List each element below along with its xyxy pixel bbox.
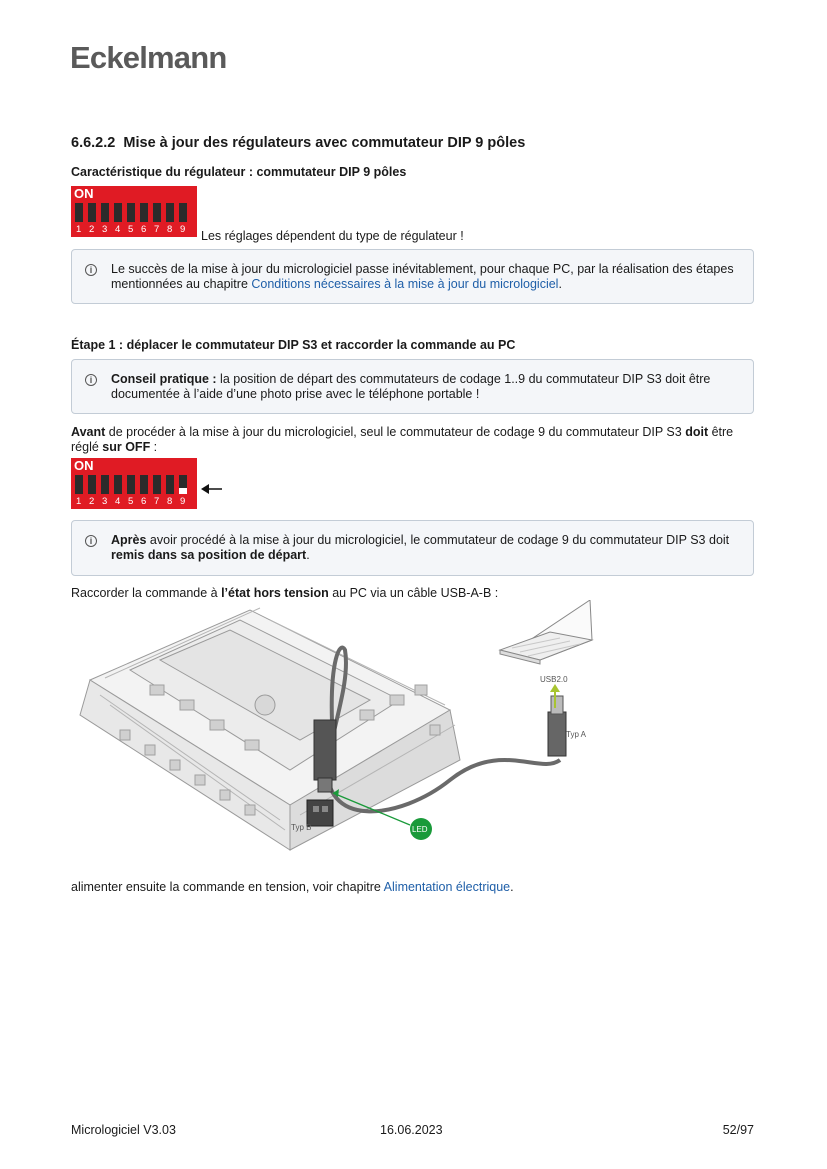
- dip-lever-9-off: [179, 475, 187, 494]
- dip-lever: [166, 203, 174, 222]
- dip-lever: [114, 203, 122, 222]
- dip-lever: [140, 203, 148, 222]
- dip-lever: [179, 203, 187, 222]
- dip-switch-target: ON 1 2 3 4 5 6 7 8 9: [71, 458, 197, 509]
- dip-number: 7: [154, 224, 160, 235]
- after-update-text: Après avoir procédé à la mise à jour du micrologiciel, le commutateur de codage 9 du commutateur DIP S3 doit remis dans sa position de départ.: [111, 533, 730, 562]
- dip-lever: [114, 475, 122, 494]
- dip-lever: [75, 475, 83, 494]
- footer-doc-title: Micrologiciel V3.03: [71, 1123, 176, 1137]
- arrow-left-icon: [201, 483, 223, 495]
- dip-number: 6: [141, 224, 147, 235]
- dip-lever: [88, 203, 96, 222]
- info-box-tip: [71, 359, 754, 414]
- dip-number: 4: [115, 224, 121, 235]
- led-label: LED: [412, 825, 428, 834]
- section-number: 6.6.2.2: [71, 135, 116, 151]
- typ-a-label: Typ A: [566, 730, 587, 739]
- dip-number: 5: [128, 224, 134, 235]
- dip-lever: [140, 475, 148, 494]
- dip-number: 8: [167, 224, 173, 235]
- section-title: Mise à jour des régulateurs avec commutateur DIP 9 pôles: [123, 135, 526, 151]
- dip-lever: [101, 203, 109, 222]
- dip-lever: [153, 475, 161, 494]
- info-icon: i: [85, 264, 97, 276]
- info-box-after-update: [71, 520, 754, 576]
- settings-note: Les réglages dépendent du type de régulateur !: [201, 229, 464, 243]
- dip-lever: [101, 475, 109, 494]
- dip-number: 2: [89, 224, 95, 235]
- dip-lever: [166, 475, 174, 494]
- power-paragraph: alimenter ensuite la commande en tension, voir chapitre Alimentation électrique.: [71, 880, 514, 894]
- laptop: [500, 600, 592, 664]
- dip-lever: [88, 475, 96, 494]
- controller-device: [80, 608, 460, 850]
- dip-lever: [127, 203, 135, 222]
- info-box-prerequisites: [71, 249, 754, 304]
- tip-text: Conseil pratique : la position de départ des commutateurs de codage 1..9 du commutateur DIP S3 doit être documentée à l’aide d’une photo prise avec le téléphone portable !: [111, 372, 711, 401]
- info-icon: i: [85, 535, 97, 547]
- subtitle: Caractéristique du régulateur : commutateur DIP 9 pôles: [71, 165, 407, 179]
- dip-number: 3: [102, 224, 108, 235]
- usb-label: USB2.0: [540, 675, 568, 684]
- eckelmann-logo: Eckelmann: [70, 40, 227, 75]
- typ-b-label: Typ B: [291, 823, 312, 832]
- link-power-supply[interactable]: Alimentation électrique: [383, 880, 511, 894]
- dip-lever: [153, 203, 161, 222]
- dip-lever: [127, 475, 135, 494]
- usb-connection-diagram: [70, 600, 600, 870]
- instruction-paragraph: Avant de procéder à la mise à jour du micrologiciel, seul le commutateur de codage 9 du commutateur DIP S3 doit être réglé sur OFF :: [71, 425, 734, 454]
- info-icon: i: [85, 374, 97, 386]
- dip-lever: [75, 203, 83, 222]
- footer-page-number: 52/97: [722, 1123, 754, 1137]
- dip-switch-initial: [71, 186, 197, 237]
- info-text: Le succès de la mise à jour du micrologiciel passe inévitablement, pour chaque PC, par la réalisation des étapes mentionnées au chapitre Conditions nécessaires à la mise à jour du micrologiciel.: [111, 262, 734, 291]
- step1-title: Étape 1 : déplacer le commutateur DIP S3 et raccorder la commande au PC: [71, 338, 516, 352]
- section-heading: [71, 135, 525, 151]
- dip-number: 1: [76, 224, 82, 235]
- dip-on-label: ON: [74, 186, 94, 201]
- dip-number: 9: [180, 224, 186, 235]
- connect-paragraph: Raccorder la commande à l’état hors tension au PC via un câble USB-A-B :: [71, 586, 499, 600]
- link-prerequisites[interactable]: Conditions nécessaires à la mise à jour du micrologiciel: [251, 277, 559, 291]
- footer-date: 16.06.2023: [380, 1123, 443, 1137]
